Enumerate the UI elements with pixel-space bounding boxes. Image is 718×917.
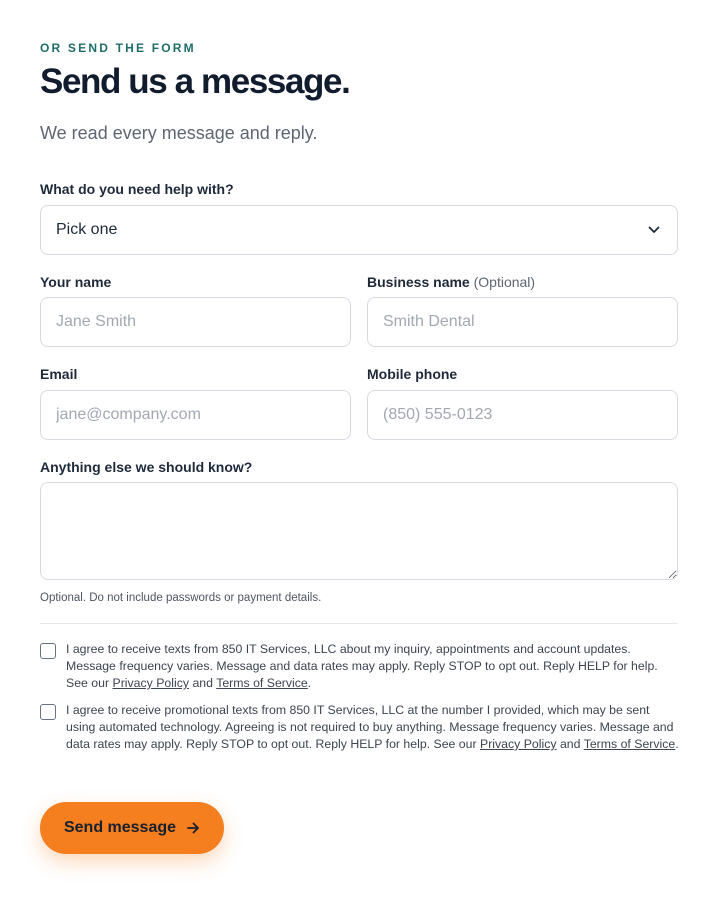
- consent-transactional: [40, 641, 680, 692]
- consent-text-body: I agree to receive texts from 850 IT Services, LLC about my inquiry, appointments and account updates. Message frequency varies. Message and data rates may apply. Reply STOP to opt out. Reply HELP for help. See our: [66, 642, 658, 690]
- consent-and: and: [189, 676, 217, 690]
- consent-and: and: [556, 737, 584, 751]
- business-label: [367, 274, 535, 290]
- consent-promotional-text: [66, 702, 680, 753]
- consent-end: .: [675, 737, 679, 751]
- privacy-policy-link[interactable]: Privacy Policy: [112, 676, 190, 690]
- notes-label: Anything else we should know?: [40, 459, 253, 475]
- privacy-policy-link[interactable]: Privacy Policy: [480, 737, 557, 751]
- email-field[interactable]: [40, 390, 351, 440]
- name-label: Your name: [40, 274, 112, 290]
- chevron-down-icon: [646, 222, 662, 238]
- eyebrow-text: OR SEND THE FORM: [40, 41, 196, 55]
- consent-promotional: [40, 702, 680, 753]
- notes-hint: Optional. Do not include passwords or payment details.: [40, 592, 322, 604]
- phone-label: Mobile phone: [367, 366, 458, 382]
- notes-textarea[interactable]: [40, 482, 678, 580]
- consent-text-body: I agree to receive promotional texts from 850 IT Services, LLC at the number I provided, which may be sent using automated technology. Agreeing is not required to buy anything. Message frequency varies. Message and data rates may apply. Reply STOP to opt out. Reply HELP for help. See our: [66, 703, 674, 751]
- name-input[interactable]: [40, 297, 351, 347]
- send-message-button[interactable]: [40, 802, 224, 854]
- arrow-right-icon: [186, 821, 200, 835]
- business-input[interactable]: [367, 297, 678, 347]
- help-topic-select[interactable]: [40, 205, 678, 255]
- help-topic-label: What do you need help with?: [40, 181, 234, 197]
- help-topic-value: Pick one: [56, 221, 118, 238]
- terms-of-service-link[interactable]: Terms of Service: [216, 676, 308, 690]
- phone-input[interactable]: [367, 390, 678, 440]
- consent-transactional-text: [66, 641, 680, 692]
- email-label: Email: [40, 366, 78, 382]
- optional-tag: (Optional): [473, 274, 536, 290]
- consent-transactional-checkbox[interactable]: [40, 643, 56, 659]
- page-title: Send us a message.: [40, 62, 350, 101]
- send-message-label: Send message: [63, 819, 177, 836]
- business-label-text: Business name: [367, 274, 470, 290]
- terms-of-service-link[interactable]: Terms of Service: [583, 737, 676, 751]
- consent-end: .: [307, 676, 312, 690]
- consent-promotional-checkbox[interactable]: [40, 704, 56, 720]
- divider: [40, 623, 678, 624]
- page-subtitle: We read every message and reply.: [40, 123, 318, 143]
